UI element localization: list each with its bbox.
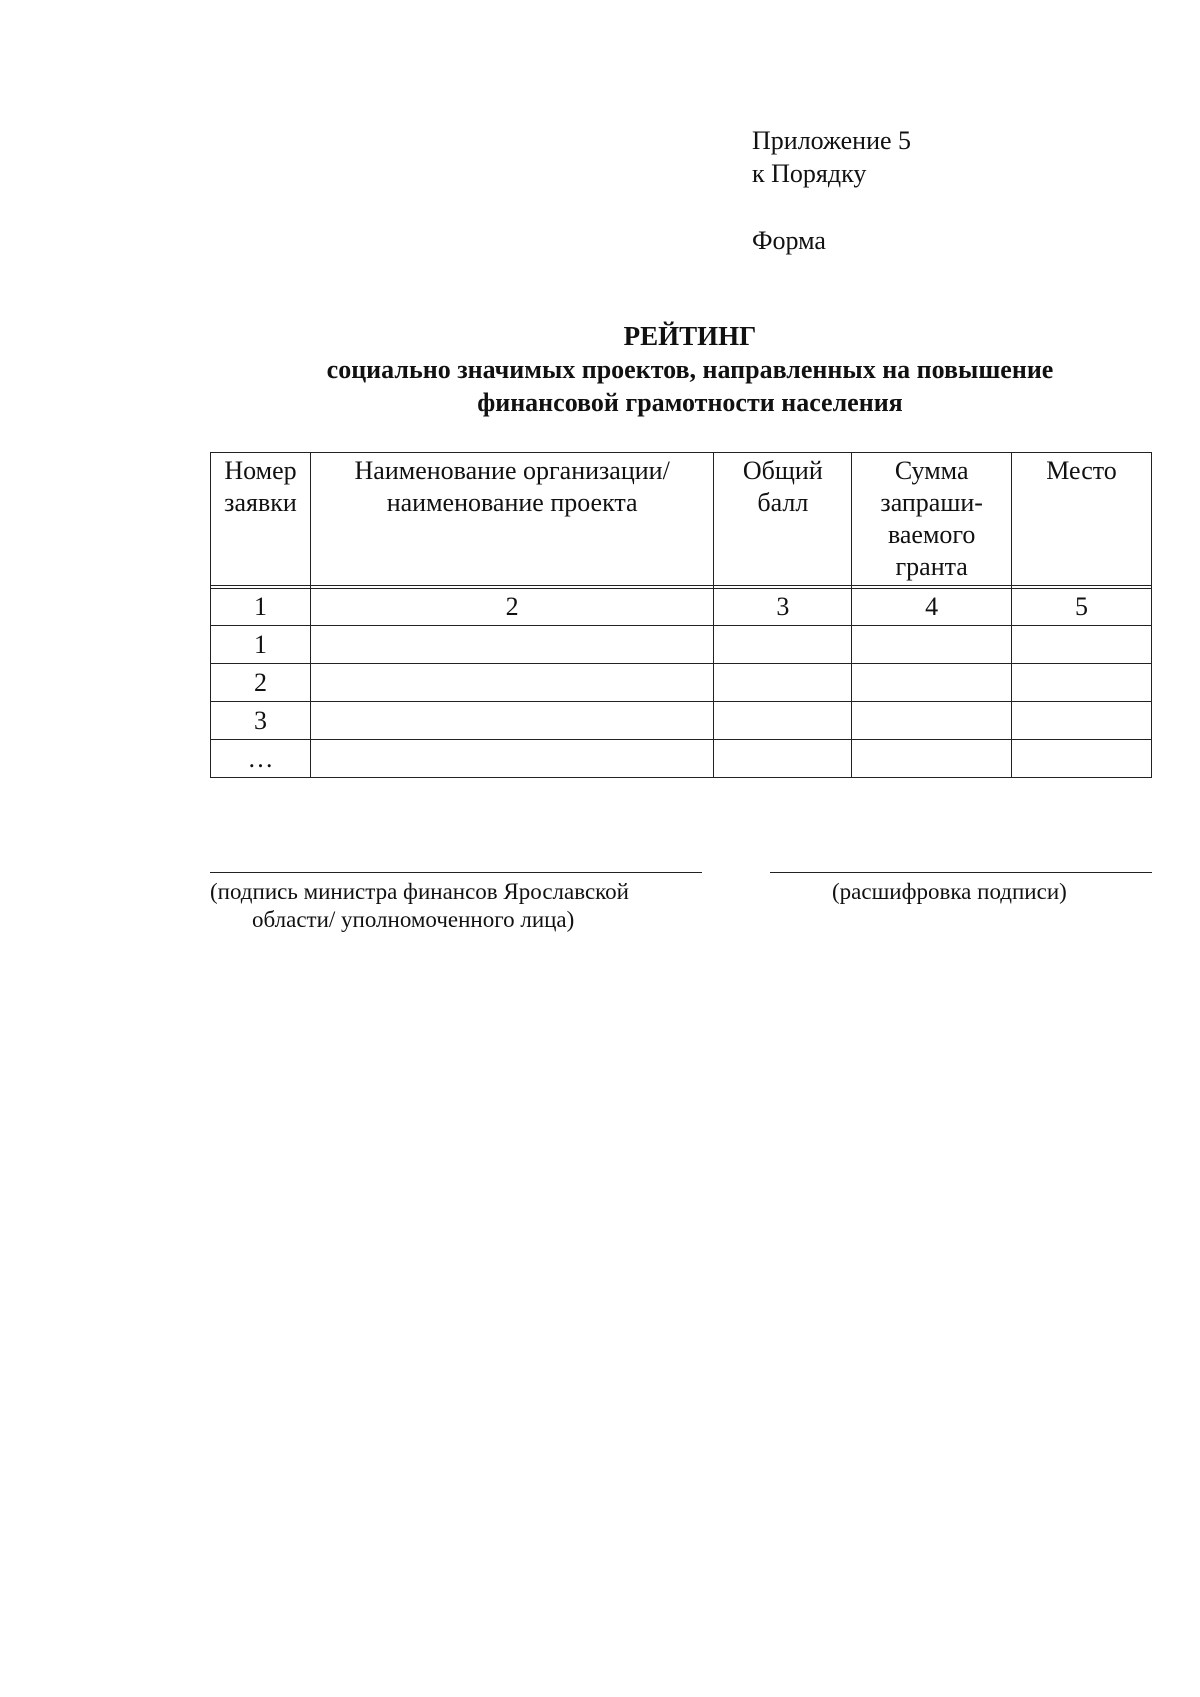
column-number: 5 bbox=[1012, 589, 1152, 626]
organization-cell[interactable] bbox=[310, 740, 713, 778]
row-number: 2 bbox=[211, 664, 311, 702]
title-line-2: финансовой грамотности населения bbox=[477, 388, 903, 417]
table-row bbox=[211, 626, 1152, 664]
organization-cell[interactable] bbox=[310, 702, 713, 740]
grant-amount-cell[interactable] bbox=[852, 664, 1012, 702]
header-grant-amount: Сумма запраши- ваемого гранта bbox=[852, 453, 1012, 586]
column-number: 1 bbox=[211, 589, 311, 626]
score-cell[interactable] bbox=[714, 740, 852, 778]
rating-table bbox=[210, 452, 1152, 778]
table-header-row bbox=[211, 453, 1152, 586]
place-cell[interactable] bbox=[1012, 702, 1152, 740]
column-number: 2 bbox=[310, 589, 713, 626]
grant-amount-cell[interactable] bbox=[852, 626, 1012, 664]
title-line-1: социально значимых проектов, направленных на повышение bbox=[326, 355, 1054, 384]
table-row bbox=[211, 664, 1152, 702]
place-cell[interactable] bbox=[1012, 664, 1152, 702]
document-title bbox=[180, 320, 1200, 419]
column-number: 3 bbox=[714, 589, 852, 626]
row-number: 1 bbox=[211, 626, 311, 664]
header-organization-name: Наименование организации/ наименование проекта bbox=[310, 453, 713, 586]
row-number: 3 bbox=[211, 702, 311, 740]
signature-caption-line-2: области/ уполномоченного лица) bbox=[252, 907, 575, 932]
score-cell[interactable] bbox=[714, 664, 852, 702]
appendix-line-2: к Порядку bbox=[752, 159, 867, 188]
score-cell[interactable] bbox=[714, 626, 852, 664]
place-cell[interactable] bbox=[1012, 740, 1152, 778]
grant-amount-cell[interactable] bbox=[852, 740, 1012, 778]
column-number-row bbox=[211, 589, 1152, 626]
column-number: 4 bbox=[852, 589, 1012, 626]
row-number: … bbox=[211, 740, 311, 778]
title-main: РЕЙТИНГ bbox=[623, 321, 757, 351]
header-place: Место bbox=[1012, 453, 1152, 586]
header-application-number: Номер заявки bbox=[211, 453, 311, 586]
header-total-score: Общий балл bbox=[714, 453, 852, 586]
form-label: Форма bbox=[752, 226, 826, 255]
table-row bbox=[211, 740, 1152, 778]
signature-decoding-caption: (расшифровка подписи) bbox=[832, 879, 1067, 904]
appendix-line-1: Приложение 5 bbox=[752, 126, 912, 155]
signature-decoding-line[interactable] bbox=[770, 872, 1152, 873]
signature-caption-line-1: (подпись министра финансов Ярославской bbox=[210, 879, 629, 904]
score-cell[interactable] bbox=[714, 702, 852, 740]
appendix-reference bbox=[752, 124, 911, 190]
place-cell[interactable] bbox=[1012, 626, 1152, 664]
table-row bbox=[211, 702, 1152, 740]
organization-cell[interactable] bbox=[310, 664, 713, 702]
organization-cell[interactable] bbox=[310, 626, 713, 664]
grant-amount-cell[interactable] bbox=[852, 702, 1012, 740]
signature-line[interactable] bbox=[210, 872, 702, 873]
